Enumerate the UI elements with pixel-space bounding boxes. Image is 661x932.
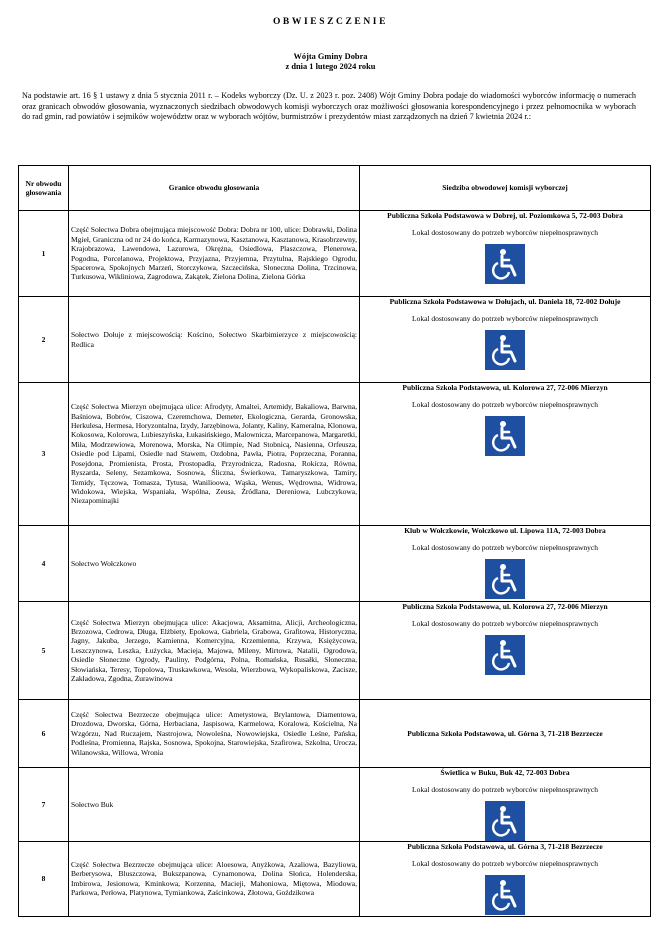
district-boundaries: Część Sołectwa Mierzyn obejmująca ulice: Afrodyty, Amaltei, Artemidy, Bakaliowa, Barwna, Baśniowa, Bobrów, Ciszowa, Czeremchowa, Demeter, Ekologiczna, Gerarda, Gronowska, Herkulesa, Hermesa, Horyzontalna, Izydy, Jarzębinowa, Jolanty, Kaliny, Kameralna, Klonowa, Kokosowa, Kolorowa, Lubieszyńska, Łukasińskiego, Malowniczа, Marcepanowa, Margaretki, Miła, Modrzewiowa, Morenowa, Morska, Na Olimpie, Nad Stobnicą, Nasienna, Orfeusza, Osiedle pod Lipami, Osiedle nad Stawem, Ozdobna, Pawła, Piotra, Poprzeczna, Poranna, Posejdona, Promienista, Prosta, Prostopadła, Przyrodnicza, Radosna, Rokicza, Równa, Ryszarda, Seleny, Sezamkowa, Sosnowa, Śliczna, Świerkowa, Tamaryszkowa, Tamiry, Temidy, Tęczowa, Tomasza, Tytusa, Wanilioowa, Wąska, Wenus, Wędrowna, Widrowa, Widokowa, Wiejska, Wspaniała, Wspólna, Zeusa, Źródlana, Dereniowa, Lubczykowa, Niezapominajki — [69, 383, 360, 526]
seat-address: Publiczna Szkoła Podstawowa w Dołujach, ul. Daniela 18, 72-002 Dołuje — [389, 297, 621, 306]
table-row — [19, 526, 651, 602]
wheelchair-icon — [485, 875, 525, 915]
seat-address: Publiczna Szkoła Podstawowa, ul. Kolorowa 27, 72-006 Mierzyn — [402, 383, 608, 392]
accessibility-note: Lokal dostosowany do potrzeb wyborców niepełnosprawnych — [412, 314, 598, 324]
commission-seat — [360, 297, 651, 383]
commission-seat — [360, 768, 651, 842]
seat-address: Publiczna Szkoła Podstawowa w Dobrej, ul. Poziomkowa 5, 72-003 Dobra — [387, 211, 623, 220]
commission-seat — [360, 526, 651, 602]
seat-address: Publiczna Szkoła Podstawowa, ul. Górna 3, 71-218 Bezrzecze — [407, 841, 603, 851]
wheelchair-icon — [485, 416, 525, 456]
header-number: Nr obwodu głosowania — [19, 166, 69, 211]
commission-seat — [360, 700, 651, 768]
commission-seat — [360, 602, 651, 700]
accessibility-note: Lokal dostosowany do potrzeb wyborców niepełnosprawnych — [412, 785, 598, 795]
document-issuer: Wójta Gminy Dobra — [293, 52, 368, 61]
header-seat: Siedziba obwodowej komisji wyborczej — [360, 166, 651, 211]
district-boundaries: Sołectwo Buk — [69, 768, 360, 842]
table-row — [19, 700, 651, 768]
district-number: 6 — [19, 700, 69, 768]
wheelchair-icon — [485, 559, 525, 599]
table-row — [19, 211, 651, 297]
wheelchair-icon — [485, 635, 525, 675]
commission-seat — [360, 383, 651, 526]
accessibility-note: Lokal dostosowany do potrzeb wyborców niepełnosprawnych — [412, 400, 598, 410]
accessibility-note: Lokal dostosowany do potrzeb wyborców niepełnosprawnych — [412, 543, 598, 553]
table-row — [19, 768, 651, 842]
district-number: 5 — [19, 602, 69, 700]
district-boundaries: Sołectwo Wołczkowo — [69, 526, 360, 602]
wheelchair-icon — [485, 330, 525, 370]
accessibility-note: Lokal dostosowany do potrzeb wyborców niepełnosprawnych — [412, 619, 598, 629]
accessibility-note: Lokal dostosowany do potrzeb wyborców niepełnosprawnych — [412, 228, 598, 238]
district-number: 1 — [19, 211, 69, 297]
districts-table — [18, 165, 651, 917]
seat-address: Publiczna Szkoła Podstawowa, ul. Górna 3, 71-218 Bezrzecze — [407, 728, 603, 738]
intro-paragraph: Na podstawie art. 16 § 1 ustawy z dnia 5 stycznia 2011 r. – Kodeks wyborczy (Dz. U. z 2023 r. poz. 2408) Wójt Gminy Dobra podaje do wiadomości wyborców informację o numerach oraz granicach obwodów głosowania, wyznaczonych siedzibach obwodowych komisji wyborczych oraz możliwości głosowania korespondencyjnego i przez pełnomocnika w wyborach do rad gmin, rad powiatów i sejmików województw oraz w wyborach wójtów, burmistrzów i prezydentów miast zarządzonych na dzień 7 kwietnia 2024 r.: — [22, 91, 636, 122]
seat-address: Publiczna Szkoła Podstawowa, ul. Kolorowa 27, 72-006 Mierzyn — [402, 602, 608, 611]
table-row — [19, 383, 651, 526]
table-row — [19, 841, 651, 916]
wheelchair-icon — [485, 801, 525, 841]
commission-seat — [360, 841, 651, 916]
district-number: 2 — [19, 297, 69, 383]
table-header-row — [19, 166, 651, 211]
district-boundaries: Część Sołectwa Bezrzecze obejmująca ulice: Aloesowa, Anyżkowa, Azaliowa, Bazyliowa, Berberysowa, Bluszczowa, Bukszpanowa, Cynamonowa, Dolina Słońca, Holenderska, Imbirowa, Jesionowa, Kminkowa, Korzenna, Macieji, Mahoniowa, Miętowa, Miodowa, Parkowa, Perłowa, Platynowa, Tymiankowa, Zaścinkowa, Złotowa, Goździkowa — [69, 841, 360, 916]
table-row — [19, 297, 651, 383]
wheelchair-icon — [485, 244, 525, 284]
district-boundaries: Część Sołectwa Mierzyn obejmująca ulice: Akacjowa, Aksamitna, Alicji, Archeologiczna, Brzozowa, Cedrowa, Długa, Elżbiety, Epokowa, Gabriela, Grabowa, Grafitowa, Historyczna, Jagny, Jakuba, Jerzego, Kamienna, Komercyjna, Krzemienna, Krzywa, Księżycowa, Leszczynowa, Leszka, Łużycka, Macieja, Majowa, Mileny, Mirtowa, Natalii, Ogrodowa, Osiedle Słoneczne Ogrody, Pauliny, Podgórna, Polna, Romańska, Rusałki, Słoneczna, Słowiańska, Teresy, Topolowa, Truskawkowa, Wesoła, Wierzbowa, Wykopaliskowa, Zacisze, Zakładowa, Zgodna, Żurawinowa — [69, 602, 360, 700]
district-number: 4 — [19, 526, 69, 602]
document-date: z dnia 1 lutego 2024 roku — [285, 62, 376, 71]
district-boundaries: Część Sołectwa Dobra obejmująca miejscowość Dobra: Dobra nr 100, ulice: Dobrawki, Dolina Mgieł, Graniczna od nr 24 do końca, Karmazynowa, Kasztanowa, Kasztanowa, Krasobrzewny, Krajobrazowa, Lawendowa, Lazurowa, Okrężna, Osiedlowa, Plaszczowa, Plenerowa, Pogodna, Porcelanowa, Projektowa, Przyjazna, Przyjemna, Przytulna, Rajskiego Ogrodu, Spacerowa, Spokojnych Marzeń, Storczykowa, Szczecińska, Słoneczna Dolina, Trzcinowa, Turkusowa, Wikliniowa, Zagrodowa, Zakątek, Zielona Dolina, Zielona Górka — [69, 211, 360, 297]
header-area: Granice obwodu głosowania — [69, 166, 360, 211]
district-boundaries: Sołectwo Dołuje z miejscowością: Kościno, Sołectwo Skarbimierzyce z miejscowością: Redlica — [69, 297, 360, 383]
district-boundaries: Część Sołectwa Bezrzecze obejmująca ulice: Ametystowa, Brylantowa, Diamentowa, Drozdowa, Dworska, Górna, Herbaciana, Jaspisowa, Karmelowa, Koralowa, Kościelna, Na Wzgórzu, Nad Ruczajem, Nastrojowa, Nowoleśna, Nowowiejska, Osiedle Leśne, Pańska, Podleśna, Promienna, Rajska, Sosnowa, Spokojna, Starowiejska, Szafirowa, Szkolna, Urocza, Wilanowska, Willowa, Wronia — [69, 700, 360, 768]
accessibility-note: Lokal dostosowany do potrzeb wyborców niepełnosprawnych — [412, 859, 598, 869]
table-row — [19, 602, 651, 700]
document-title: OBWIESZCZENIE — [272, 17, 389, 27]
district-number: 3 — [19, 383, 69, 526]
commission-seat — [360, 211, 651, 297]
district-number: 8 — [19, 841, 69, 916]
seat-address: Klub w Wołczkowie, Wołczkowo ul. Lipowa 11A, 72-003 Dobra — [404, 526, 606, 535]
seat-address: Świetlica w Buku, Buk 42, 72-003 Dobra — [440, 768, 570, 777]
district-number: 7 — [19, 768, 69, 842]
